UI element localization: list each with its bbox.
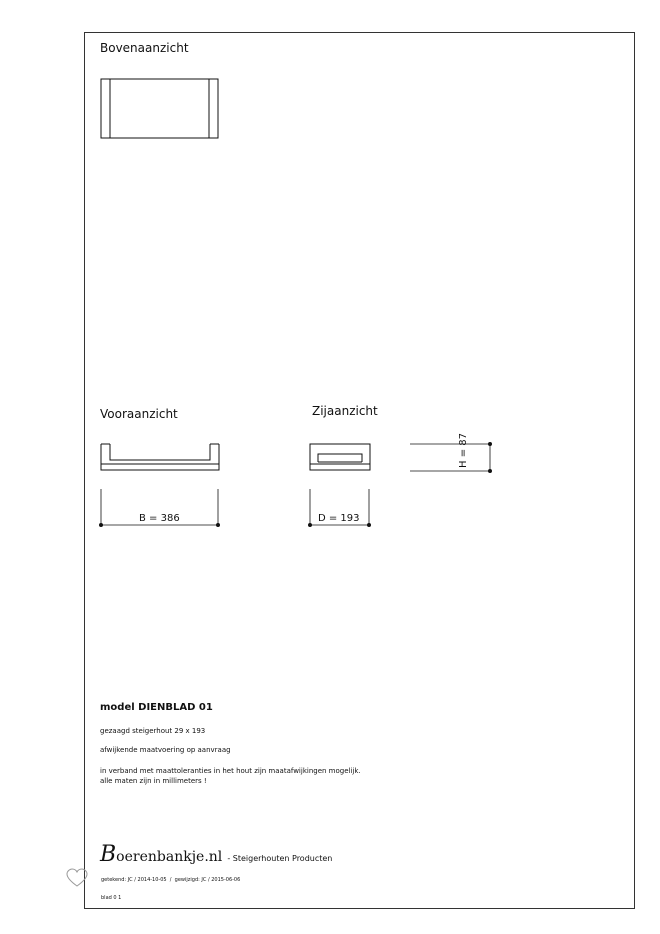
side-view-drawing: [310, 444, 370, 470]
brand-tagline: - Steigerhouten Producten: [227, 854, 333, 863]
depth-dim-label: D = 193: [318, 513, 360, 524]
depth-dim-dot-right: [367, 523, 371, 527]
top-view-outline: [101, 79, 218, 138]
model-title: model DIENBLAD 01: [100, 702, 213, 713]
width-dim-dot-right: [216, 523, 220, 527]
material-text: gezaagd steigerhout 29 x 193: [100, 727, 206, 735]
brand-initial: B: [100, 842, 117, 867]
height-dim-value: 87: [458, 433, 469, 446]
top-view-drawing: [101, 79, 218, 138]
revised-by: gewijzigd: JC / 2015-06-06: [174, 877, 241, 883]
height-dim-prefix: H =: [458, 448, 469, 468]
width-dim-label: B = 386: [139, 513, 180, 524]
drawing-meta: [101, 877, 240, 883]
brand-logo: [100, 842, 332, 867]
front-view-drawing: [101, 444, 219, 470]
top-view-title: Bovenaanzicht: [100, 41, 189, 55]
drawn-by: getekend: JC / 2014-10-05: [101, 877, 167, 883]
height-dim-dot-top: [488, 442, 492, 446]
sheet-number: blad 0 1: [101, 895, 122, 901]
height-dimension: [410, 444, 490, 471]
height-dim-dot-bottom: [488, 469, 492, 473]
side-view-inner: [318, 454, 362, 462]
front-view-title: Vooraanzicht: [100, 407, 178, 421]
height-dim-label: [458, 433, 470, 468]
meta-separator: /: [169, 877, 172, 883]
front-view-outline: [101, 444, 219, 470]
side-view-title: Zijaanzicht: [312, 404, 378, 418]
depth-dim-dot-left: [308, 523, 312, 527]
width-dim-dot-left: [99, 523, 103, 527]
front-view-inner: [110, 444, 210, 460]
heart-icon: [67, 869, 87, 886]
tolerance-note: in verband met maattoleranties in het hout zijn maatafwijkingen mogelijk.: [100, 767, 361, 775]
brand-name: oerenbankje.nl: [116, 849, 223, 865]
side-view-outline: [310, 444, 370, 470]
custom-size-text: afwijkende maatvoering op aanvraag: [100, 746, 231, 754]
units-note: alle maten zijn in millimeters !: [100, 777, 207, 785]
